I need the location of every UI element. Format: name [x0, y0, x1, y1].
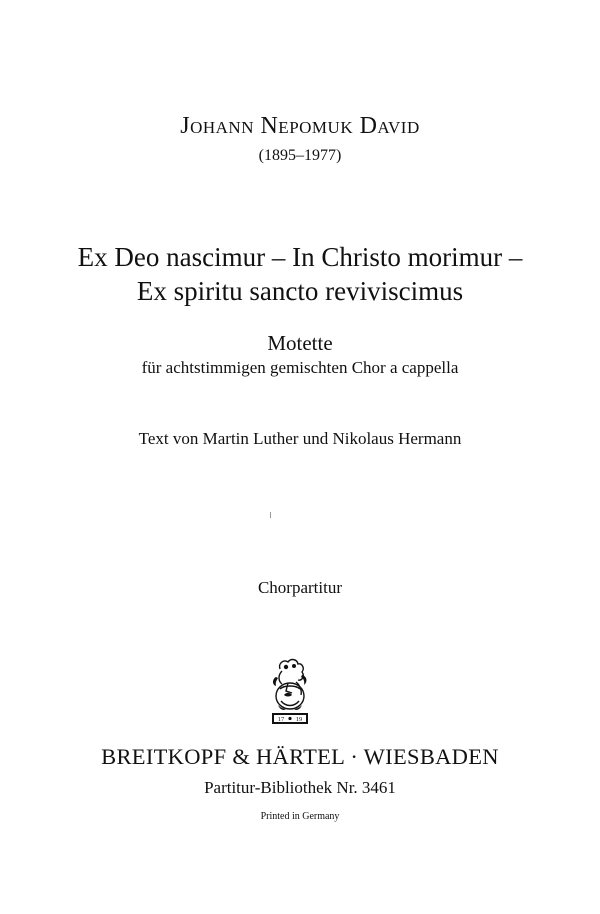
edition-type: Chorpartitur	[257, 578, 343, 597]
logo-year-left: 17	[277, 716, 285, 723]
printed-in: Printed in Germany	[260, 811, 340, 822]
publisher-name: BREITKOPF & HÄRTEL · WIESBADEN	[101, 744, 499, 769]
work-scoring: für achtstimmigen gemischten Chor a cappella	[141, 358, 459, 377]
work-genre: Motette	[267, 331, 333, 355]
composer-name: Johann Nepomuk David	[180, 113, 420, 139]
text-credit: Text von Martin Luther und Nikolaus Hermann	[138, 429, 462, 448]
page-mark	[270, 512, 271, 518]
composer-dates: (1895–1977)	[258, 147, 342, 164]
logo-year-right: 19	[295, 716, 303, 723]
work-title-line-1: Ex Deo nascimur – In Christo morimur –	[77, 242, 523, 272]
catalog-number: Partitur-Bibliothek Nr. 3461	[204, 778, 396, 797]
work-title-line-2: Ex spiritu sancto reviviscimus	[136, 276, 464, 306]
breitkopf-haertel-bear-logo-icon	[266, 655, 314, 727]
